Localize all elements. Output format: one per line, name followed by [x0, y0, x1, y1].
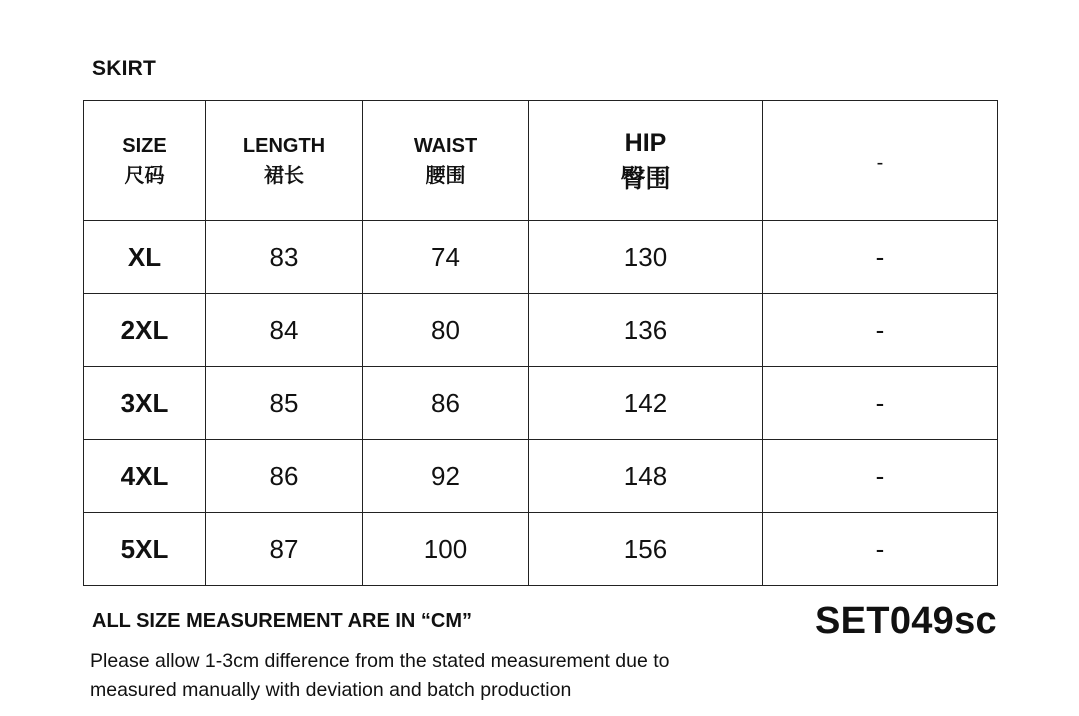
size-chart-table [83, 100, 998, 586]
table-header-row [84, 101, 998, 221]
hip-cell: 142 [529, 367, 763, 440]
header-waist-zh: 腰围 [425, 164, 466, 187]
table-row [84, 513, 998, 586]
header-size [84, 101, 206, 221]
product-code: SET049sc [815, 600, 997, 642]
extra-cell: - [763, 513, 998, 586]
table-row [84, 440, 998, 513]
size-cell: XL [84, 221, 206, 294]
disclaimer-line-1: Please allow 1-3cm difference from the stated measurement due to [90, 650, 670, 672]
waist-cell: 86 [363, 367, 529, 440]
extra-cell: - [763, 294, 998, 367]
size-cell: 4XL [84, 440, 206, 513]
header-waist-en: WAIST [413, 134, 478, 157]
header-waist [363, 101, 529, 221]
waist-cell: 80 [363, 294, 529, 367]
header-size-zh: 尺码 [124, 164, 165, 187]
hip-cell: 156 [529, 513, 763, 586]
header-length-zh: 裙长 [264, 164, 304, 187]
waist-cell: 74 [363, 221, 529, 294]
header-size-en: SIZE [122, 134, 167, 157]
hip-cell: 136 [529, 294, 763, 367]
header-extra-label: - [876, 152, 884, 174]
table-row [84, 367, 998, 440]
disclaimer-line-2: measured manually with deviation and batch production [90, 679, 572, 701]
length-cell: 87 [206, 513, 363, 586]
waist-cell: 100 [363, 513, 529, 586]
length-cell: 86 [206, 440, 363, 513]
measurement-disclaimer [90, 647, 790, 705]
length-cell: 83 [206, 221, 363, 294]
hip-cell: 130 [529, 221, 763, 294]
extra-cell: - [763, 221, 998, 294]
header-hip [529, 101, 763, 221]
length-cell: 84 [206, 294, 363, 367]
hip-cell: 148 [529, 440, 763, 513]
table-row [84, 294, 998, 367]
unit-note: ALL SIZE MEASUREMENT ARE IN “CM” [92, 610, 473, 632]
header-extra [763, 101, 998, 221]
waist-cell: 92 [363, 440, 529, 513]
size-cell: 3XL [84, 367, 206, 440]
chart-title: SKIRT [92, 57, 156, 80]
header-length-en: LENGTH [242, 134, 326, 157]
size-cell: 2XL [84, 294, 206, 367]
size-cell: 5XL [84, 513, 206, 586]
length-cell: 85 [206, 367, 363, 440]
header-length [206, 101, 363, 221]
table-row [84, 221, 998, 294]
header-hip-en: HIP [624, 128, 667, 157]
extra-cell: - [763, 367, 998, 440]
header-hip-zh: 臀围 [620, 164, 671, 193]
extra-cell: - [763, 440, 998, 513]
